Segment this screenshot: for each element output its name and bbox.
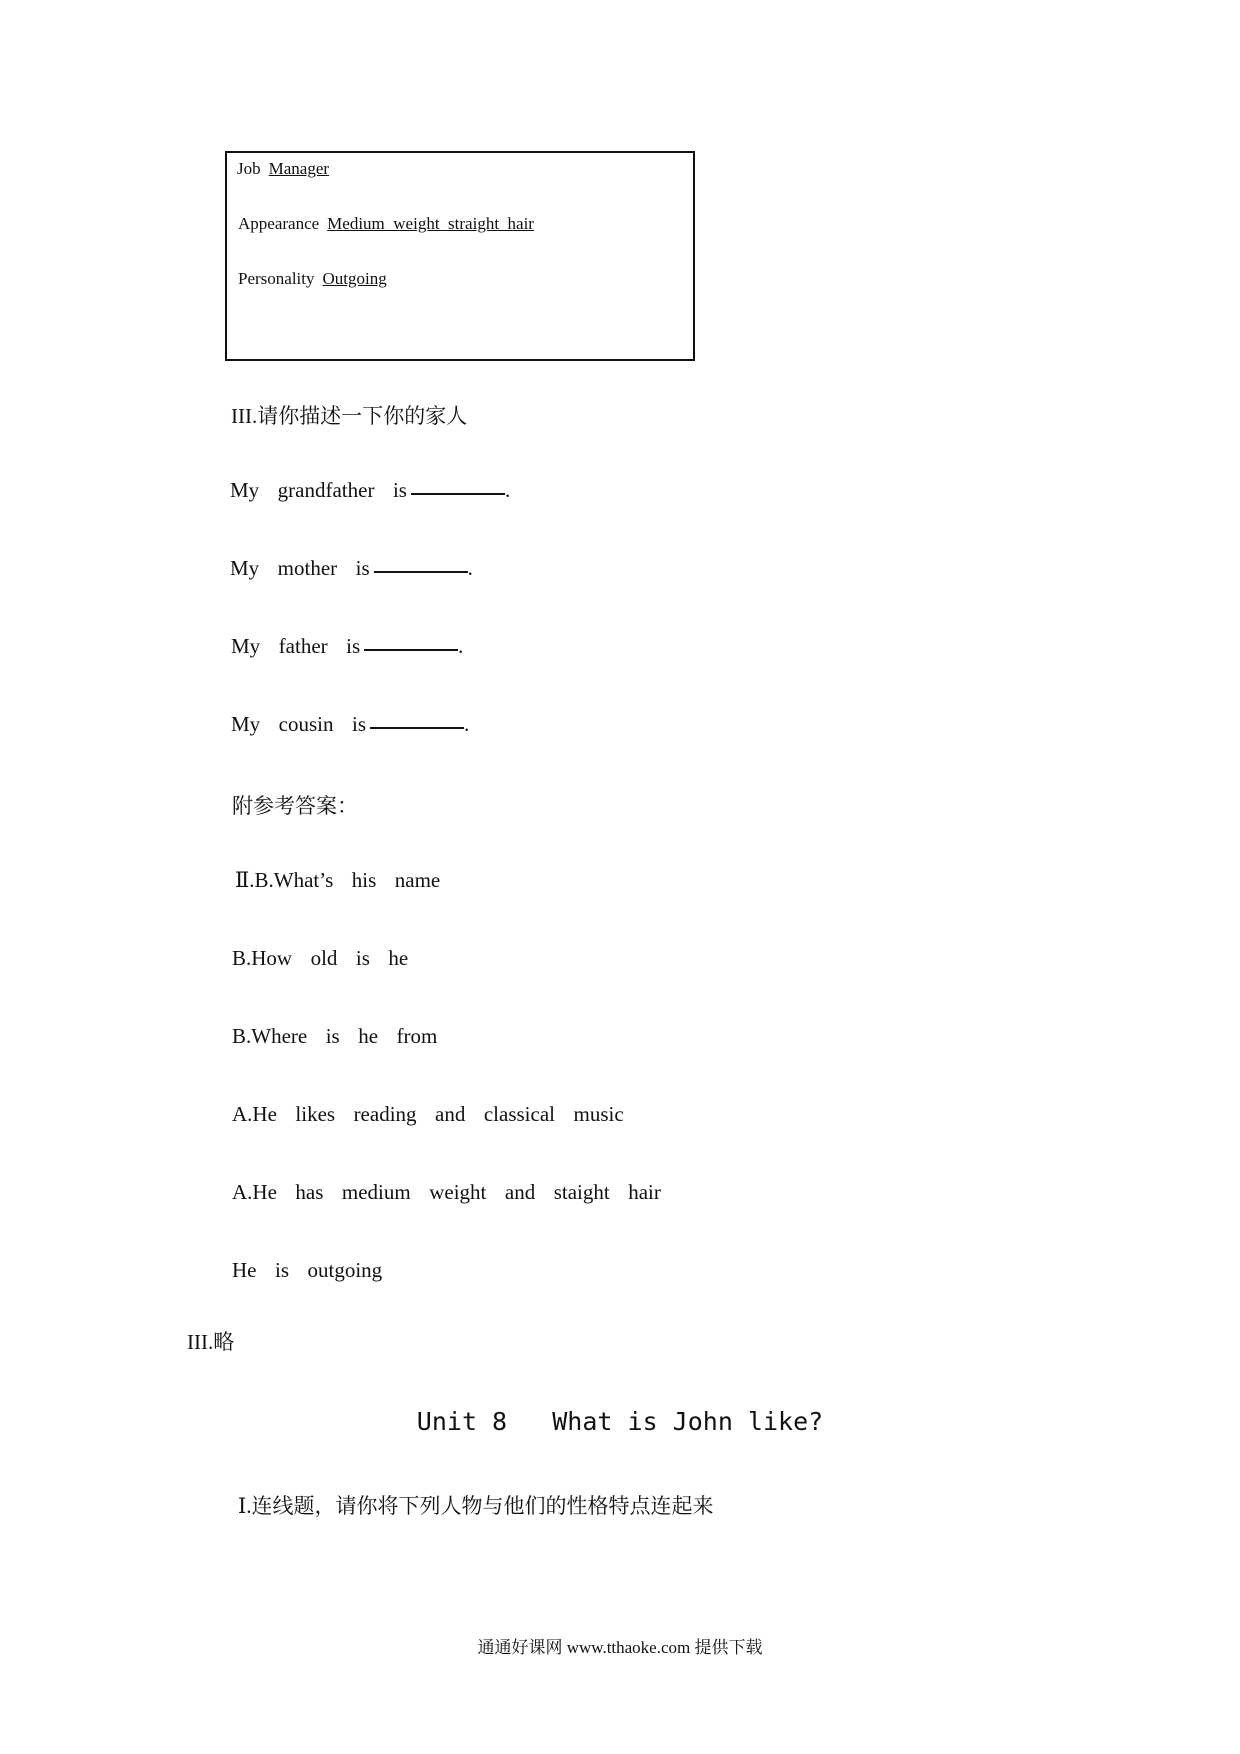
- family-line-father: My father is .: [231, 634, 464, 658]
- answer-blank: [364, 648, 458, 651]
- answer-blank: [370, 726, 464, 729]
- family-line-text: My mother is: [230, 556, 370, 580]
- family-line-text: My grandfather is: [230, 478, 407, 502]
- answer-line: B.How old is he: [232, 946, 409, 970]
- answer-line: Ⅱ.B.What’s his name: [235, 868, 441, 892]
- answer-blank: [411, 492, 505, 495]
- personality-label: Personality: [238, 269, 315, 288]
- family-line-cousin: My cousin is .: [231, 712, 470, 736]
- answer-blank: [374, 570, 468, 573]
- personality-value: Outgoing: [322, 269, 387, 288]
- appearance-row: [238, 214, 534, 234]
- answer-line: B.Where is he from: [232, 1024, 438, 1048]
- family-line-grandfather: My grandfather is .: [230, 478, 511, 502]
- answer-line: A.He likes reading and classical music: [232, 1102, 624, 1126]
- page-footer: 通通好课网 www.tthaoke.com 提供下载: [477, 1638, 763, 1657]
- family-line-text: My cousin is: [231, 712, 367, 736]
- answer-key-heading: 附参考答案：: [232, 794, 358, 818]
- personality-row: [238, 269, 387, 289]
- family-line-text: My father is: [231, 634, 361, 658]
- profile-info-box: [225, 151, 695, 361]
- job-row: [237, 159, 329, 179]
- unit-title: Unit 8 What is John like?: [416, 1407, 824, 1436]
- section-iii-heading: III.请你描述一下你的家人: [231, 404, 468, 428]
- job-value: Manager: [268, 159, 330, 178]
- appearance-label: Appearance: [238, 214, 320, 233]
- answer-line: He is outgoing: [232, 1258, 383, 1282]
- answer-line: A.He has medium weight and staight hair: [232, 1180, 661, 1204]
- appearance-value: Medium weight straight hair: [327, 214, 534, 233]
- family-line-mother: My mother is .: [230, 556, 473, 580]
- answer-iii: III.略: [187, 1330, 235, 1354]
- job-label: Job: [237, 159, 261, 178]
- exercise-i-heading: Ⅰ.连线题，请你将下列人物与他们的性格特点连起来: [238, 1494, 714, 1518]
